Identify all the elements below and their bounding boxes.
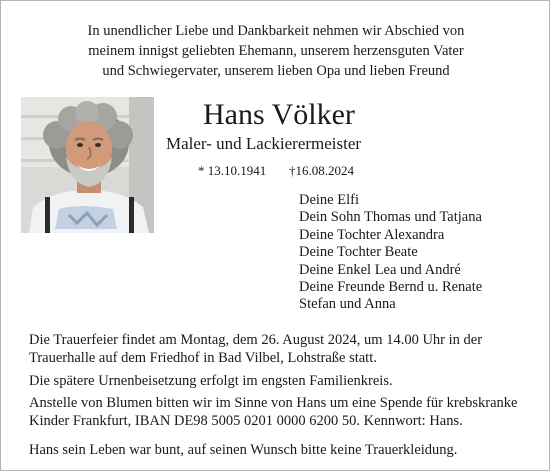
mourner-line: Stefan und Anna <box>299 296 396 313</box>
donation-info <box>29 395 517 430</box>
deceased-profession: Maler- und Lackierermeister <box>166 134 362 153</box>
funeral-info-line: Trauerhalle auf dem Friedhof in Bad Vilbel, Lohstraße statt. <box>29 349 377 366</box>
mourner-line: Deine Elfi <box>299 192 359 208</box>
donation-info-line: Anstelle von Blumen bitten wir im Sinne von Hans um eine Spende für krebskranke <box>29 395 518 411</box>
closing-note: Hans sein Leben war bunt, auf seinen Wunsch bitte keine Trauerkleidung. <box>29 442 458 458</box>
intro-text <box>1 21 550 81</box>
mourner-line: Dein Sohn Thomas und Tatjana <box>299 209 482 226</box>
birth-date: * 13.10.1941 <box>198 163 267 178</box>
funeral-info <box>29 332 482 367</box>
funeral-info-line: Die Trauerfeier findet am Montag, dem 26. August 2024, um 14.00 Uhr in der <box>29 332 483 348</box>
mourners-list <box>299 192 482 314</box>
intro-line: meinem innigst geliebten Ehemann, unserem herzensguten Vater <box>88 43 464 59</box>
mourner-line: Deine Tochter Beate <box>299 244 418 261</box>
mourner-line: Deine Freunde Bernd u. Renate <box>299 279 483 296</box>
portrait-photo <box>21 97 154 233</box>
mourner-line: Deine Tochter Alexandra <box>299 226 445 243</box>
urn-burial-info: Die spätere Urnenbeisetzung erfolgt im engsten Familienkreis. <box>29 373 393 389</box>
intro-line: und Schwiegervater, unserem lieben Opa und lieben Freund <box>102 63 450 79</box>
mourner-line: Deine Enkel Lea und André <box>299 261 461 278</box>
donation-info-line: Kinder Frankfurt, IBAN DE98 5005 0201 0000 6200 50. Kennwort: Hans. <box>29 412 463 429</box>
intro-line: In unendlicher Liebe und Dankbarkeit nehmen wir Abschied von <box>87 23 465 39</box>
death-date: †16.08.2024 <box>289 163 354 178</box>
deceased-name: Hans Völker <box>203 98 355 131</box>
